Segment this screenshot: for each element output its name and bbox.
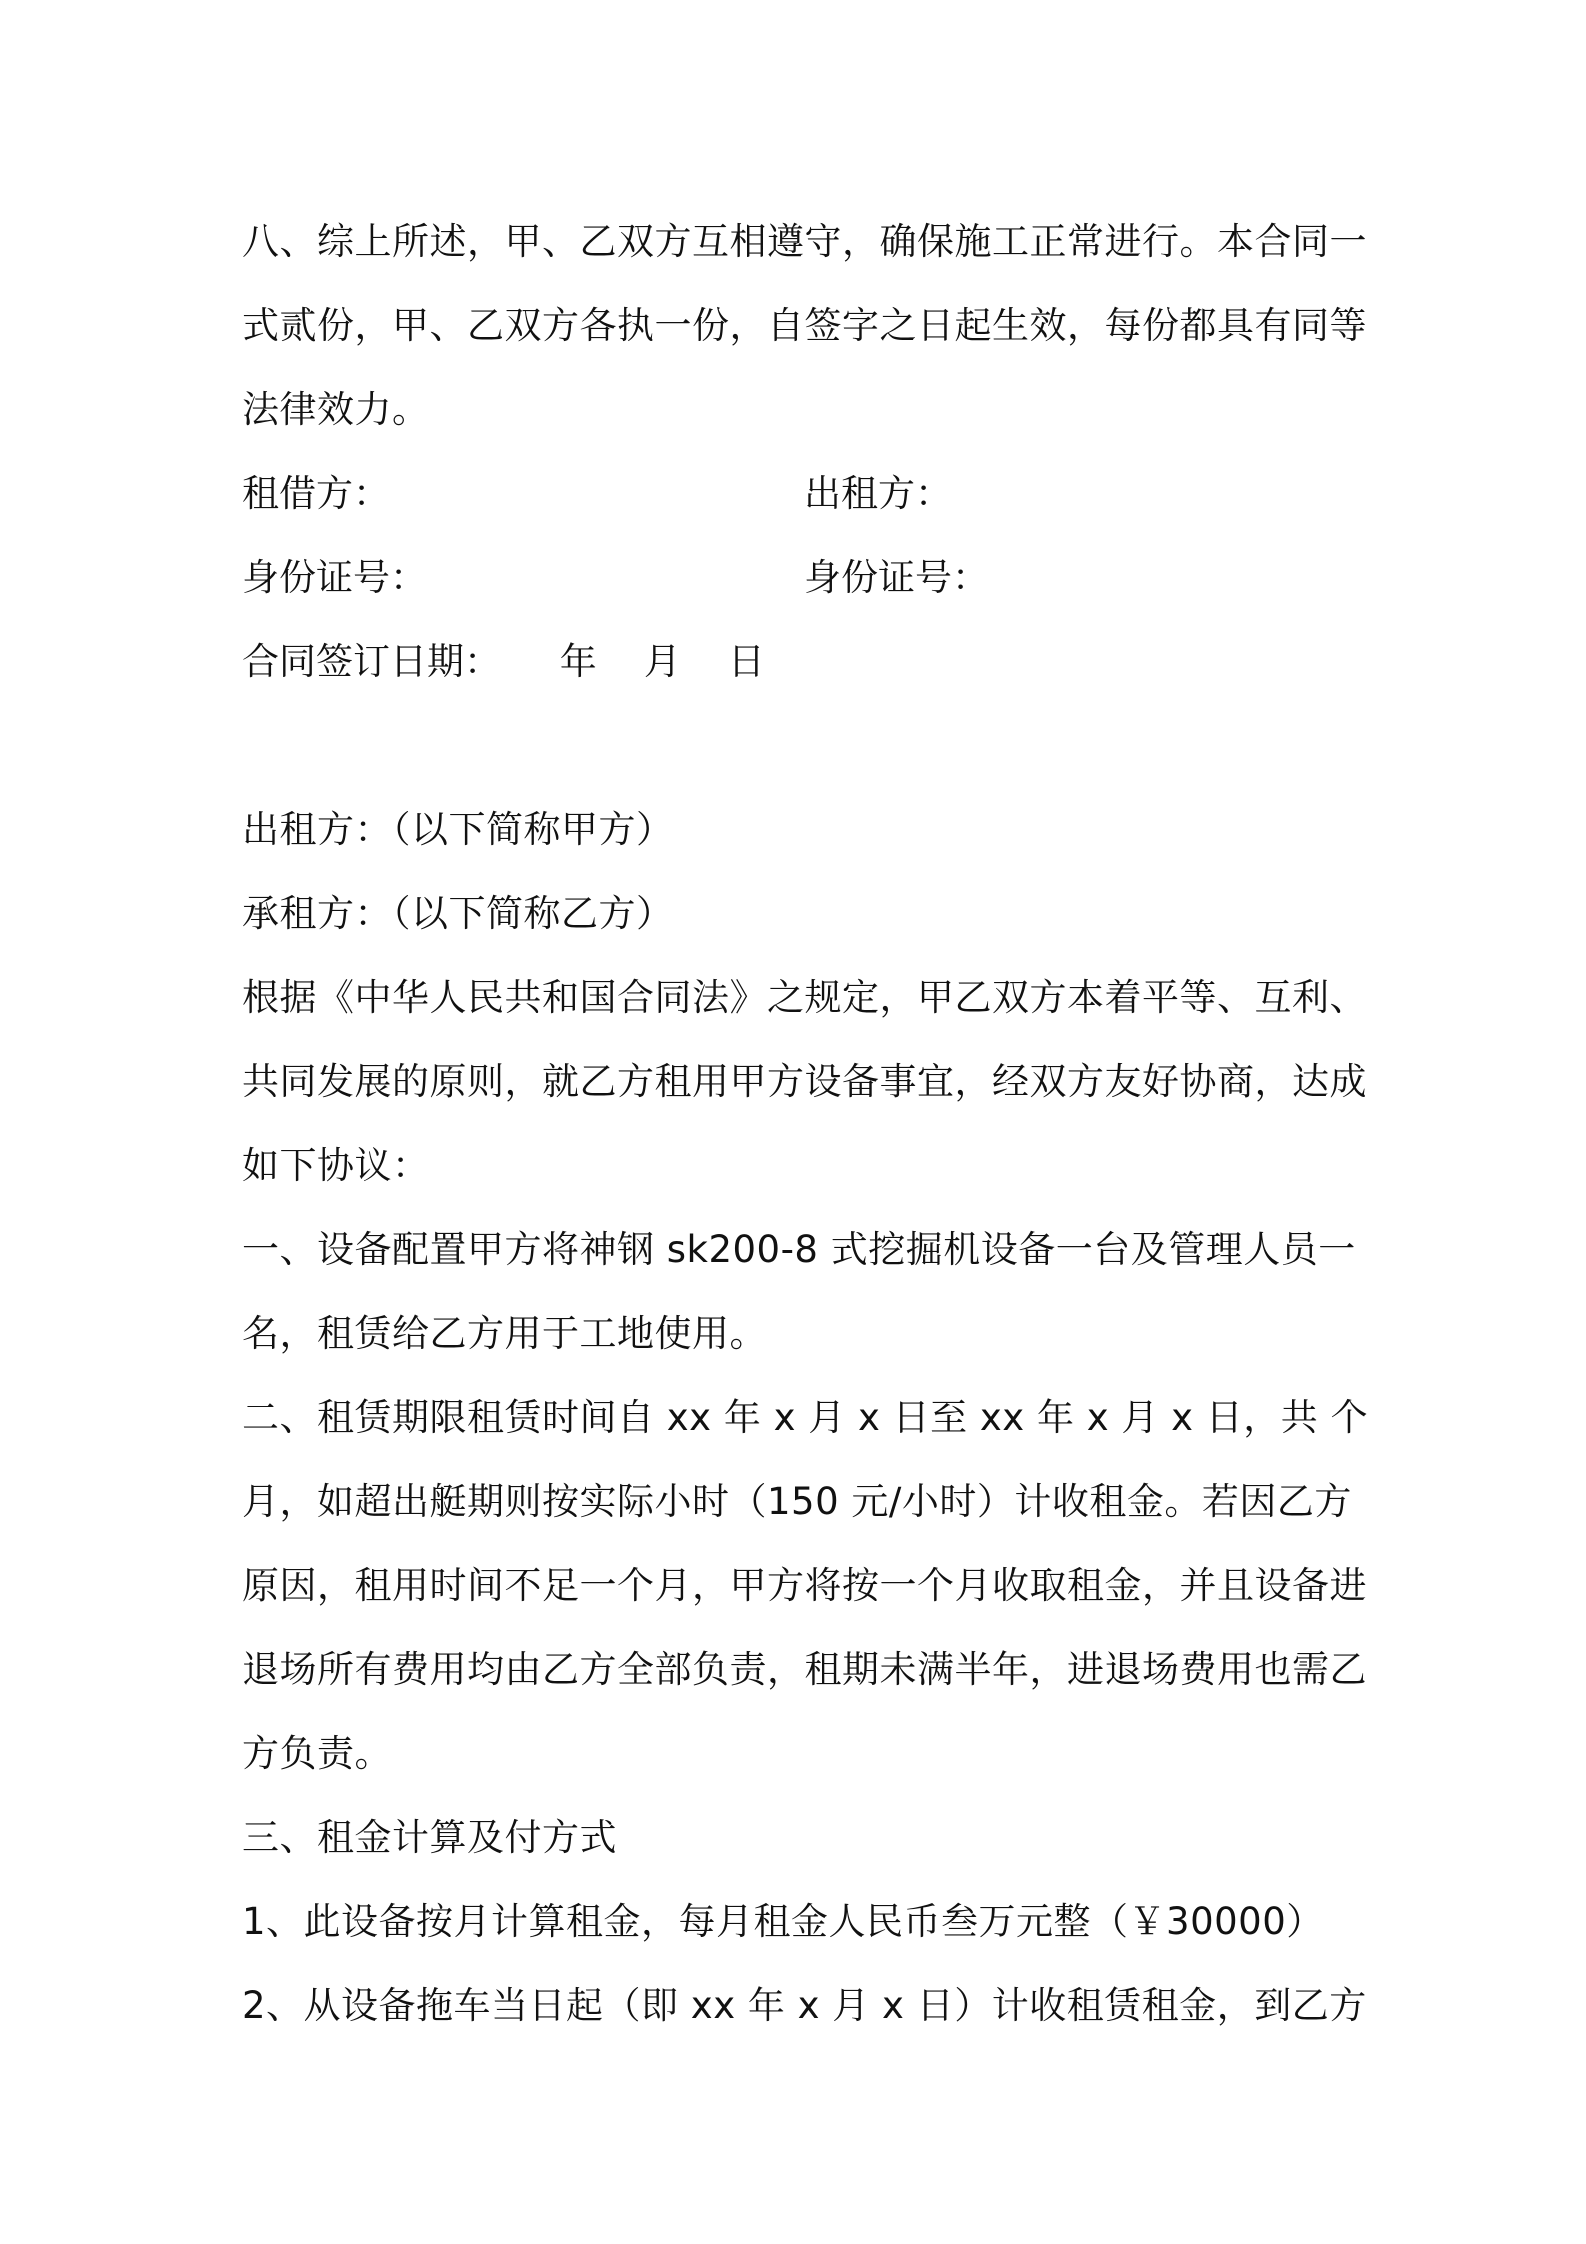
clause-one-line-2: 名，租赁给乙方用于工地使用。 — [242, 1312, 767, 1355]
id-number-row — [242, 536, 1362, 620]
clause-two-line-5: 方负责。 — [242, 1732, 392, 1775]
preamble-line-3: 如下协议： — [242, 1144, 430, 1187]
preamble-line-1: 根据《中华人民共和国合同法》之规定，甲乙双方本着平等、互利、 — [242, 976, 1367, 1019]
section-eight-line-3: 法律效力。 — [242, 388, 430, 431]
party-b-line: 承租方：（以下简称乙方） — [242, 892, 674, 935]
party-a-line: 出租方：（以下简称甲方） — [242, 808, 674, 851]
clause-two-line-2: 月，如超出艇期则按实际小时（150 元/小时）计收租金。若因乙方 — [242, 1480, 1352, 1523]
section-eight — [242, 200, 1367, 452]
signature-block — [242, 452, 1362, 704]
clause-two-line-3: 原因，租用时间不足一个月，甲方将按一个月收取租金，并且设备进 — [242, 1564, 1367, 1607]
section-gap — [242, 704, 1362, 788]
clause-three-item-2: 2、从设备拖车当日起（即 xx 年 x 月 x 日）计收租赁租金，到乙方 — [242, 1984, 1367, 2027]
lessor-id-label: 身份证号： — [804, 556, 989, 599]
clause-three-title: 三、租金计算及付方式 — [242, 1816, 617, 1859]
new-contract — [242, 788, 1369, 2048]
lessor-label: 出租方： — [804, 472, 952, 515]
section-eight-line-2: 式贰份，甲、乙双方各执一份，自签字之日起生效，每份都具有同等 — [242, 304, 1367, 347]
clause-one-line-1: 一、设备配置甲方将神钢 sk200-8 式挖掘机设备一台及管理人员一 — [242, 1228, 1356, 1271]
clause-two-line-4: 退场所有费用均由乙方全部负责，租期未满半年，进退场费用也需乙 — [242, 1648, 1367, 1691]
lessee-label: 租借方： — [242, 472, 390, 515]
clause-three-item-1: 1、此设备按月计算租金，每月租金人民币叁万元整（￥30000） — [242, 1900, 1324, 1943]
document-page — [242, 200, 1369, 2048]
lessee-id-label: 身份证号： — [242, 556, 427, 599]
signing-date-line: 合同签订日期： 年 月 日 — [242, 640, 765, 683]
party-signature-row — [242, 452, 1362, 536]
preamble-line-2: 共同发展的原则，就乙方租用甲方设备事宜，经双方友好协商，达成 — [242, 1060, 1367, 1103]
clause-two-line-1: 二、租赁期限租赁时间自 xx 年 x 月 x 日至 xx 年 x 月 x 日，共 个 — [242, 1396, 1369, 1439]
section-eight-line-1: 八、综上所述，甲、乙双方互相遵守，确保施工正常进行。本合同一 — [242, 220, 1367, 263]
